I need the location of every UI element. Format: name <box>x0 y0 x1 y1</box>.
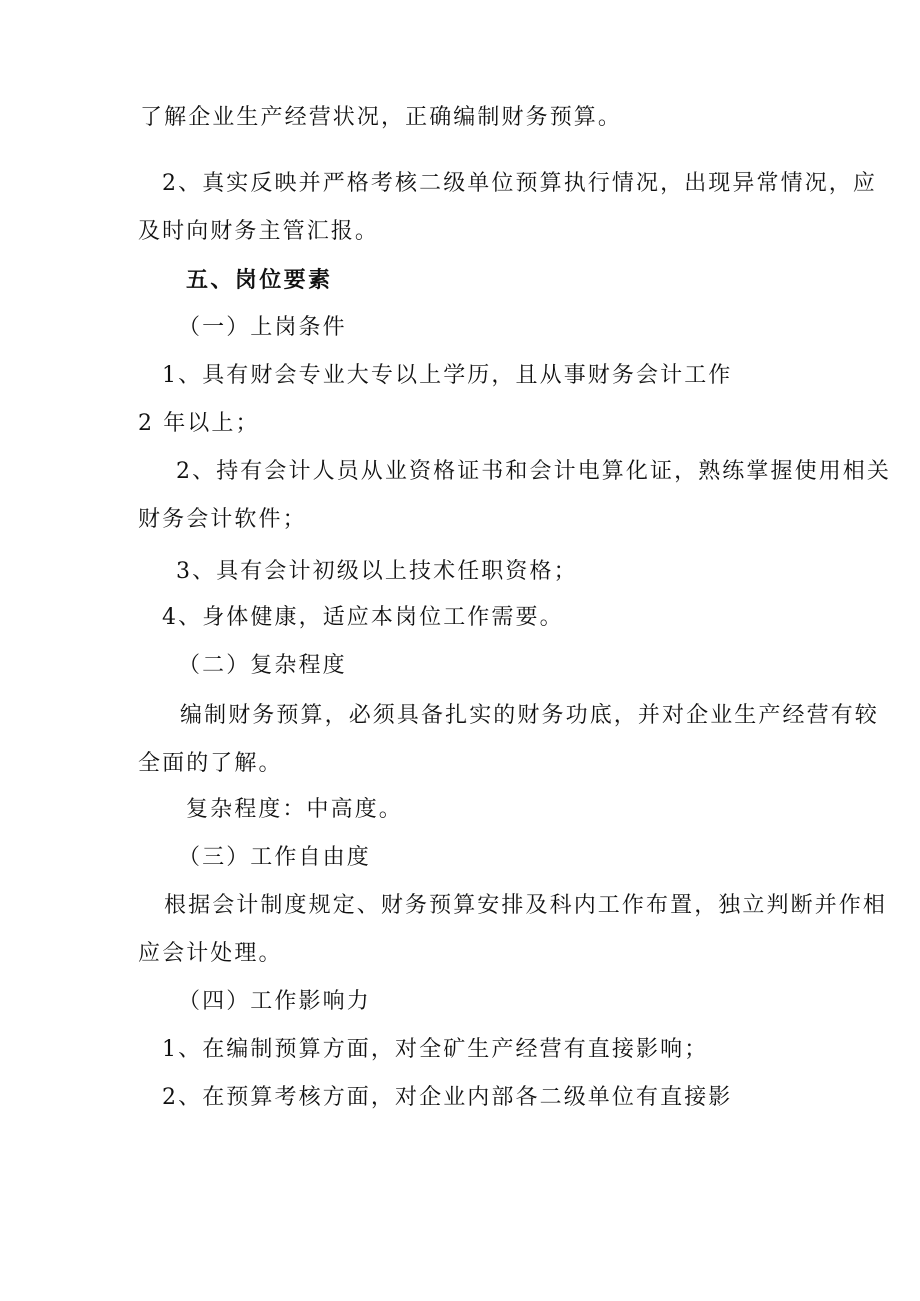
paragraph-line: 2、持有会计人员从业资格证书和会计电算化证，熟练掌握使用相关 <box>176 459 891 484</box>
paragraph-line: 编制财务预算，必须具备扎实的财务功底，并对企业生产经营有较 <box>180 703 879 728</box>
paragraph-line: 复杂程度：中高度。 <box>186 797 403 822</box>
paragraph-line: 及时向财务主管汇报。 <box>138 219 380 244</box>
paragraph-line: 应会计处理。 <box>138 941 283 966</box>
subsection-heading: （三）工作自由度 <box>178 845 371 870</box>
paragraph-line: 3、具有会计初级以上技术任职资格； <box>176 559 578 584</box>
paragraph-line: 1、具有财会专业大专以上学历，且从事财务会计工作 <box>162 363 733 388</box>
paragraph-line: 2、在预算考核方面，对企业内部各二级单位有直接影 <box>162 1085 733 1110</box>
paragraph-line: 财务会计软件； <box>138 507 307 532</box>
paragraph-line: 根据会计制度规定、财务预算安排及科内工作布置，独立判断并作相 <box>164 893 888 918</box>
paragraph-line: 1、在编制预算方面，对全矿生产经营有直接影响； <box>162 1037 709 1062</box>
paragraph-line: 了解企业生产经营状况，正确编制财务预算。 <box>140 105 623 130</box>
paragraph-line: 2、真实反映并严格考核二级单位预算执行情况，出现异常情况，应 <box>162 171 877 196</box>
paragraph-line: 全面的了解。 <box>138 751 283 776</box>
subsection-heading: （四）工作影响力 <box>178 989 371 1014</box>
paragraph-line: 4、身体健康，适应本岗位工作需要。 <box>162 605 564 630</box>
subsection-heading: （一）上岗条件 <box>178 315 347 340</box>
section-heading: 五、岗位要素 <box>186 267 333 293</box>
subsection-heading: （二）复杂程度 <box>178 653 347 678</box>
paragraph-line: 2 年以上； <box>138 411 260 436</box>
